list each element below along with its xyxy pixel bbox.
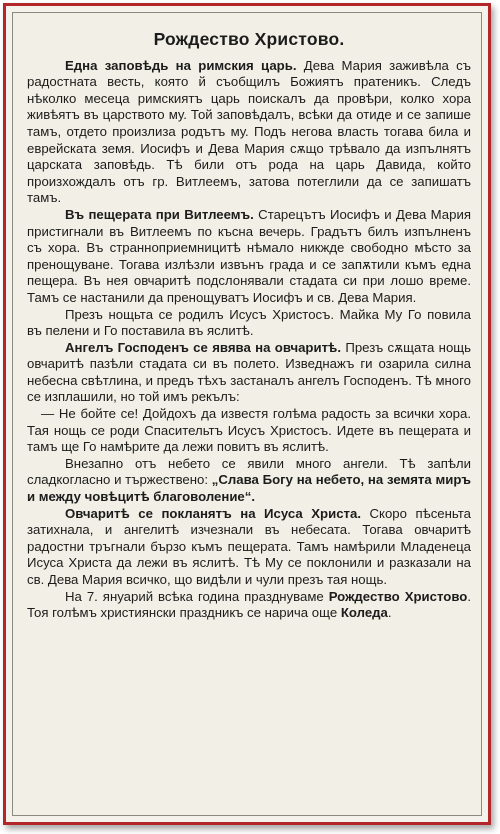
paragraph-8-text-c: . bbox=[387, 605, 392, 621]
paragraph-5-text: — Не бойте се! Дойдохъ да известя голѣма радость за всички хора. Тая нощь се роди Спасительтъ Исусъ Христосъ. Идете въ пещерата и тамъ ще Го намѣрите да лежи повитъ въ яслитѣ. bbox=[27, 406, 471, 455]
paragraph-6-hymn: „Слава Богу на небето, на земята миръ и между човѣцитѣ благоволение“. bbox=[27, 472, 471, 505]
paragraph-8-text-b: . Тоя голѣмъ християнски праздникъ се нарича още bbox=[27, 588, 471, 621]
paragraph-7-text: Скоро пѣсеньта затихнала, и ангелитѣ изчезнали въ небесата. Тогава овчаритѣ радостни тръгнали бързо къмъ пещерата. Тамъ намѣрили Младенеца Исуса Христа да лежи въ яслитѣ. Тѣ Му се поклонили и разказали на св. Дева Мария всичко, що видѣли и чули презъ тая нощь. bbox=[27, 505, 471, 587]
paragraph-7-heading: Овчаритѣ се покланятъ на Исуса Христа. bbox=[65, 505, 361, 521]
paragraph-4-text: Презъ сѫщата нощь овчаритѣ пазѣли стадата си въ полето. Изведнажъ ги озарила силна небесна свѣтлина, и предъ тѣхъ застаналъ ангелъ Господенъ. Тѣ много се изплашили, но той имъ рекълъ: bbox=[27, 339, 471, 405]
paragraph-2 bbox=[27, 207, 471, 307]
paragraph-8-text-a: На 7. януарий всѣка година празднуваме bbox=[65, 588, 329, 604]
page-panel bbox=[12, 12, 482, 816]
article-title: Рождество Христово. bbox=[153, 29, 345, 49]
paragraph-2-text: Старецътъ Иосифъ и Дева Мария пристигнали въ Витлеемъ по късна вечерь. Градътъ билъ изпълненъ съ хора. Въ странноприемницитѣ нѣмало никжде свободно мѣсто за пренощуване. Тогава излѣзли извънъ града и се запѫтили къмъ една пещера. Въ нея овчаритѣ подслонявали стадата си при лошо време. Тамъ се настанили да пренощуватъ Иосифъ и св. Дева Мария. bbox=[27, 206, 471, 305]
paragraph-4 bbox=[27, 340, 471, 406]
paragraph-6 bbox=[27, 456, 471, 506]
paragraph-1 bbox=[27, 58, 471, 207]
paragraph-3-text: Презъ нощьта се родилъ Исусъ Христосъ. Майка Му Го повила въ пелени и Го поставила въ яслитѣ. bbox=[27, 306, 471, 339]
paragraph-8-koleda: Коледа bbox=[340, 605, 388, 621]
paragraph-1-heading: Една заповѣдь на римския царь. bbox=[65, 57, 297, 73]
paragraph-3 bbox=[27, 307, 471, 340]
paragraph-5-angel-speech bbox=[27, 406, 471, 456]
paragraph-7 bbox=[27, 506, 471, 589]
paragraph-8-holiday-name: Рождество Христово bbox=[328, 588, 468, 604]
paragraph-2-heading: Въ пещерата при Витлеемъ. bbox=[65, 206, 254, 222]
red-border-frame bbox=[3, 3, 491, 825]
paragraph-8 bbox=[27, 589, 471, 622]
article bbox=[27, 31, 471, 622]
paragraph-4-heading: Ангелъ Господенъ се явява на овчаритѣ. bbox=[65, 339, 341, 355]
paragraph-1-text: Дева Мария заживѣла съ радостната весть, която й съобщилъ Божиятъ пратеникъ. Следъ нѣколко месеца римскиятъ царь поискалъ да провѣри, колко хора живѣятъ въ царството му. Той заповѣдалъ, всѣки да отиде и се запише тамъ, отдето произлиза родътъ му. Подъ негова власть тогава била и еврейската земя. Иосифъ и Дева Мария сѫщо трѣвало да изпълнятъ царската заповѣдь. Тѣ били отъ рода на царь Давида, който произхождалъ отъ гр. Витлеемъ, затова потеглили да се запишатъ тамъ. bbox=[27, 57, 471, 206]
paragraph-6-text: Внезапно отъ небето се явили много ангели. Тѣ запѣли сладкогласно и тържествено: bbox=[27, 455, 471, 488]
